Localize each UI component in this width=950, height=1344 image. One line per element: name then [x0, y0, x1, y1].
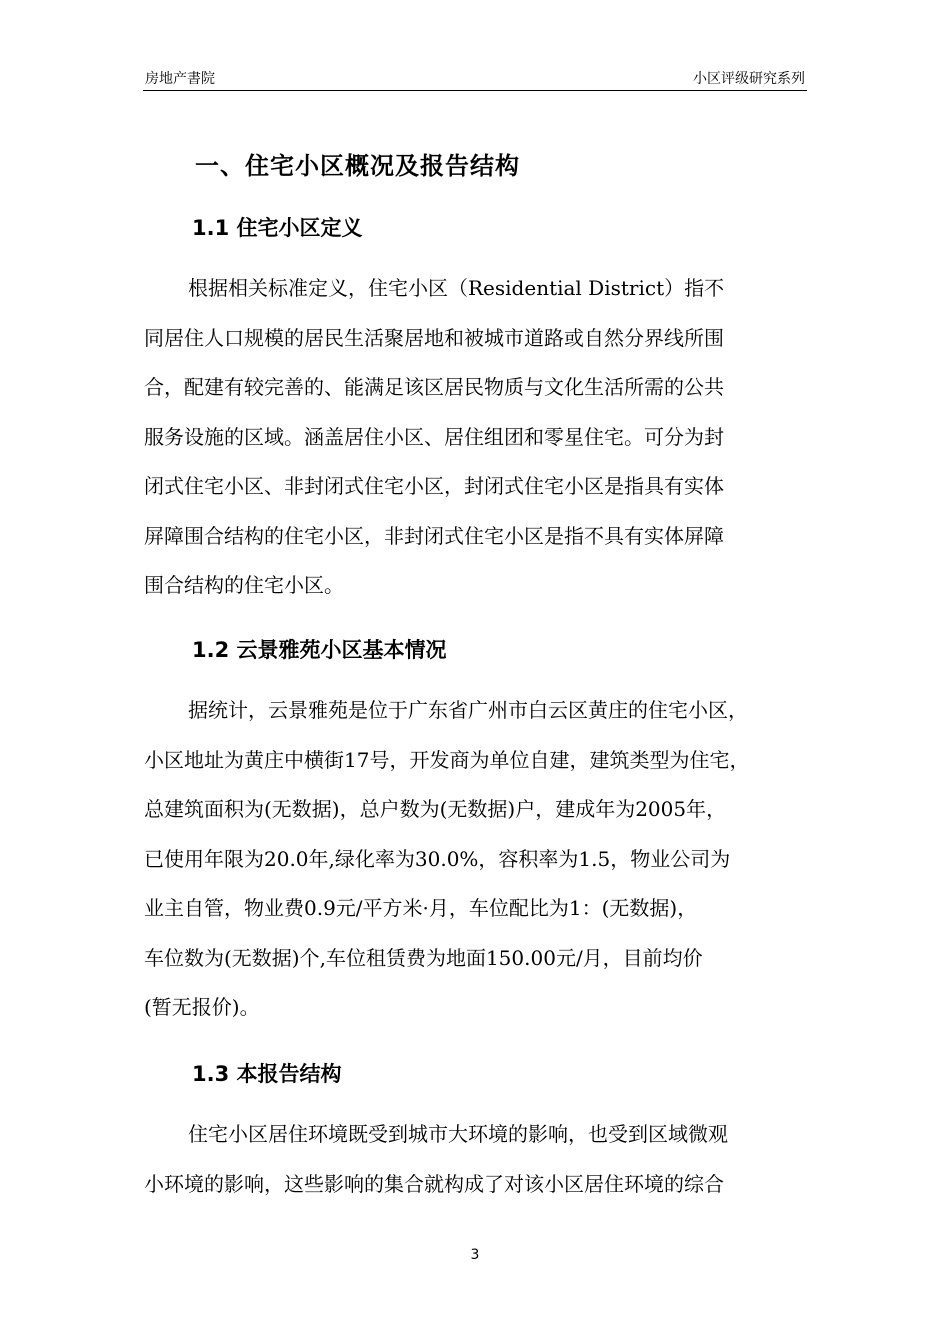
- paragraph-line: 业主自管，物业费0.9元/平方米·月，车位配比为1：(无数据)，: [144, 896, 698, 920]
- paragraph-line: 同居住人口规模的居民生活聚居地和被城市道路或自然分界线所围: [144, 325, 724, 350]
- paragraph-line: 小区地址为黄庄中横街17号，开发商为单位自建，建筑类型为住宅，: [144, 747, 750, 772]
- page-number: 3: [470, 1247, 480, 1263]
- paragraph-line: 围合结构的住宅小区。: [144, 573, 344, 597]
- paragraph-definition: [144, 264, 808, 611]
- paragraph-line: 总建筑面积为(无数据)，总户数为(无数据)户，建成年为2005年，: [144, 797, 727, 821]
- paragraph-line: 住宅小区居住环境既受到城市大环境的影响，也受到区域微观: [188, 1122, 728, 1146]
- section-title: 一、住宅小区概况及报告结构: [195, 152, 520, 180]
- paragraph-line: 小环境的影响，这些影响的集合就构成了对该小区居住环境的综合: [144, 1171, 724, 1196]
- paragraph-basic-info: [144, 686, 808, 1033]
- paragraph-line: 合，配建有较完善的、能满足该区居民物质与文化生活所需的公共: [144, 375, 724, 399]
- paragraph-line: 闭式住宅小区、非封闭式住宅小区，封闭式住宅小区是指具有实体: [144, 474, 724, 498]
- paragraph-line: 据统计，云景雅苑是位于广东省广州市白云区黄庄的住宅小区，: [188, 698, 748, 722]
- page-header: [143, 66, 807, 91]
- subsection-title-1-1: 1.1 住宅小区定义: [192, 216, 363, 240]
- header-series-title: 小区评级研究系列: [693, 71, 805, 87]
- paragraph-line: (暂无报价)。: [144, 995, 260, 1019]
- paragraph-line: 屏障围合结构的住宅小区，非封闭式住宅小区是指不具有实体屏障: [144, 523, 724, 548]
- header-publisher: 房地产書院: [145, 71, 215, 87]
- paragraph-line: 根据相关标准定义，住宅小区（Residential District）指不: [188, 276, 725, 300]
- subsection-title-1-3: 1.3 本报告结构: [192, 1062, 342, 1086]
- paragraph-line: 车位数为(无数据)个,车位租赁费为地面150.00元/月，目前均价: [144, 945, 703, 970]
- subsection-title-1-2: 1.2 云景雅苑小区基本情况: [192, 638, 447, 662]
- paragraph-line: 已使用年限为20.0年,绿化率为30.0%，容积率为1.5，物业公司为: [144, 846, 731, 871]
- paragraph-report-structure: [144, 1110, 808, 1209]
- paragraph-line: 服务设施的区域。涵盖居住小区、居住组团和零星住宅。可分为封: [144, 424, 724, 449]
